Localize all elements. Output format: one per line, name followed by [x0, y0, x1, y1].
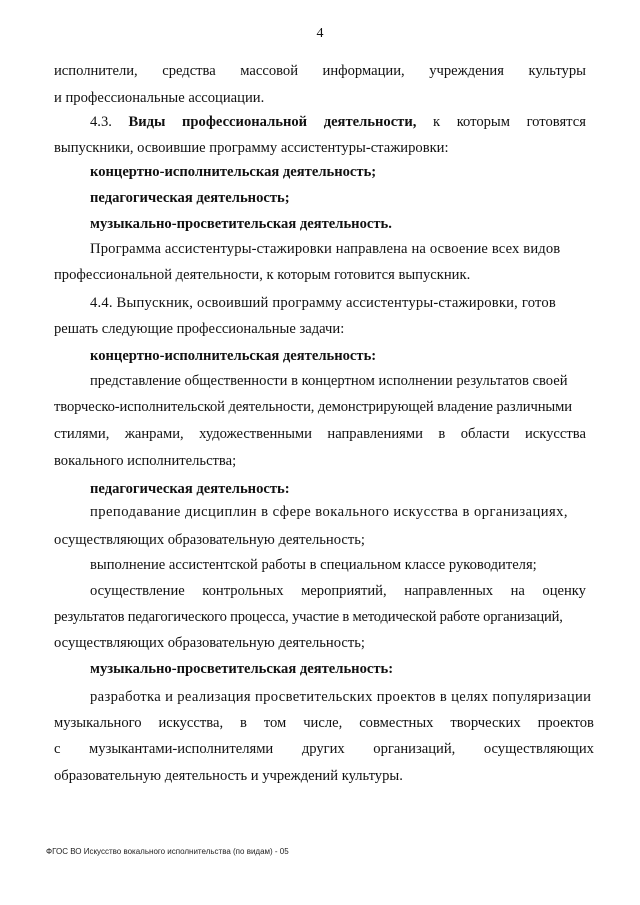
section-4-3-line-1 — [90, 113, 586, 131]
word: осуществляющих — [483, 741, 594, 757]
page-number: 4 — [316, 26, 324, 41]
section-4-4-line-1: 4.4. Выпускник, освоивший программу ассистентуры-стажировки, готов — [90, 295, 556, 311]
word: музыкантами-исполнителями — [89, 741, 274, 757]
word: к — [433, 114, 441, 130]
word: мероприятий, — [301, 583, 387, 599]
section-4-4-line-2: решать следующие профессиональные задачи: — [54, 321, 345, 337]
word: в — [438, 426, 446, 442]
word: информации, — [322, 63, 405, 79]
section-4-3-line-2: выпускники, освоившие программу ассистентуры-стажировки: — [54, 140, 449, 156]
word: массовой — [240, 63, 299, 79]
word: проектов — [537, 715, 594, 731]
section-number: 4.3. — [90, 114, 112, 130]
concert-heading: концертно-исполнительская деятельность: — [90, 348, 377, 364]
concert-line-2: творческо-исполнительской деятельности, демонстрирующей владение различными — [54, 399, 572, 415]
intro-line-2: и профессиональные ассоциации. — [54, 90, 265, 106]
word: том — [263, 715, 287, 731]
word: оценку — [542, 583, 586, 599]
enlightenment-line-2 — [54, 714, 594, 732]
word-bold: профессиональной — [182, 114, 308, 130]
word: искусства, — [158, 715, 224, 731]
activity-enlightenment: музыкально-просветительская деятельность. — [90, 216, 392, 232]
word: творческих — [450, 715, 521, 731]
word: жанрами, — [124, 426, 184, 442]
concert-line-4: вокального исполнительства; — [54, 453, 237, 469]
word-bold: деятельности, — [323, 114, 417, 130]
word: контрольных — [202, 583, 284, 599]
word: направлениями — [327, 426, 423, 442]
word: которым — [456, 114, 510, 130]
word-bold: Виды — [128, 114, 166, 130]
program-line-1: Программа ассистентуры-стажировки направлена на освоение всех видов — [90, 241, 561, 257]
word: искусства — [524, 426, 586, 442]
activity-concert: концертно-исполнительская деятельность; — [90, 164, 377, 180]
word: культуры — [528, 63, 586, 79]
word: осуществление — [90, 583, 185, 599]
enlightenment-line-1: разработка и реализация просветительских проектов в целях популяризации — [90, 689, 592, 705]
word: готовятся — [526, 114, 586, 130]
word: на — [510, 583, 525, 599]
word: учреждения — [429, 63, 504, 79]
pedagogical-item-3-line-3: осуществляющих образовательную деятельность; — [54, 635, 365, 651]
word: в — [240, 715, 247, 731]
pedagogical-item-3-line-1 — [90, 582, 586, 600]
activity-pedagogical: педагогическая деятельность; — [90, 190, 290, 206]
word: других — [301, 741, 345, 757]
word: с — [54, 741, 61, 757]
word: совместных — [359, 715, 434, 731]
word: исполнители, — [54, 63, 138, 79]
word: организаций, — [373, 741, 456, 757]
footer-document-code: ФГОС ВО Искусство вокального исполнительства (по видам) - 05 — [46, 847, 289, 856]
enlightenment-line-4: образовательную деятельность и учреждений культуры. — [54, 768, 403, 784]
intro-line-1 — [54, 62, 586, 80]
pedagogical-item-3-line-2: результатов педагогического процесса, участие в методической работе организаций, — [54, 609, 563, 625]
word: стилями, — [54, 426, 110, 442]
pedagogical-item-1-line-2: осуществляющих образовательную деятельность; — [54, 532, 365, 548]
word: направленных — [404, 583, 494, 599]
word: музыкального — [54, 715, 142, 731]
word: художественными — [199, 426, 312, 442]
pedagogical-item-2: выполнение ассистентской работы в специальном классе руководителя; — [90, 557, 537, 573]
enlightenment-line-3 — [54, 740, 594, 758]
enlightenment-heading: музыкально-просветительская деятельность: — [90, 661, 394, 677]
concert-line-3 — [54, 425, 586, 443]
word: области — [460, 426, 510, 442]
word: числе, — [303, 715, 343, 731]
pedagogical-item-1-line-1: преподавание дисциплин в сфере вокального искусства в организациях, — [90, 504, 569, 520]
word: средства — [162, 63, 216, 79]
concert-line-1: представление общественности в концертном исполнении результатов своей — [90, 373, 568, 389]
pedagogical-heading: педагогическая деятельность: — [90, 481, 290, 497]
program-line-2: профессиональной деятельности, к которым готовится выпускник. — [54, 267, 471, 283]
